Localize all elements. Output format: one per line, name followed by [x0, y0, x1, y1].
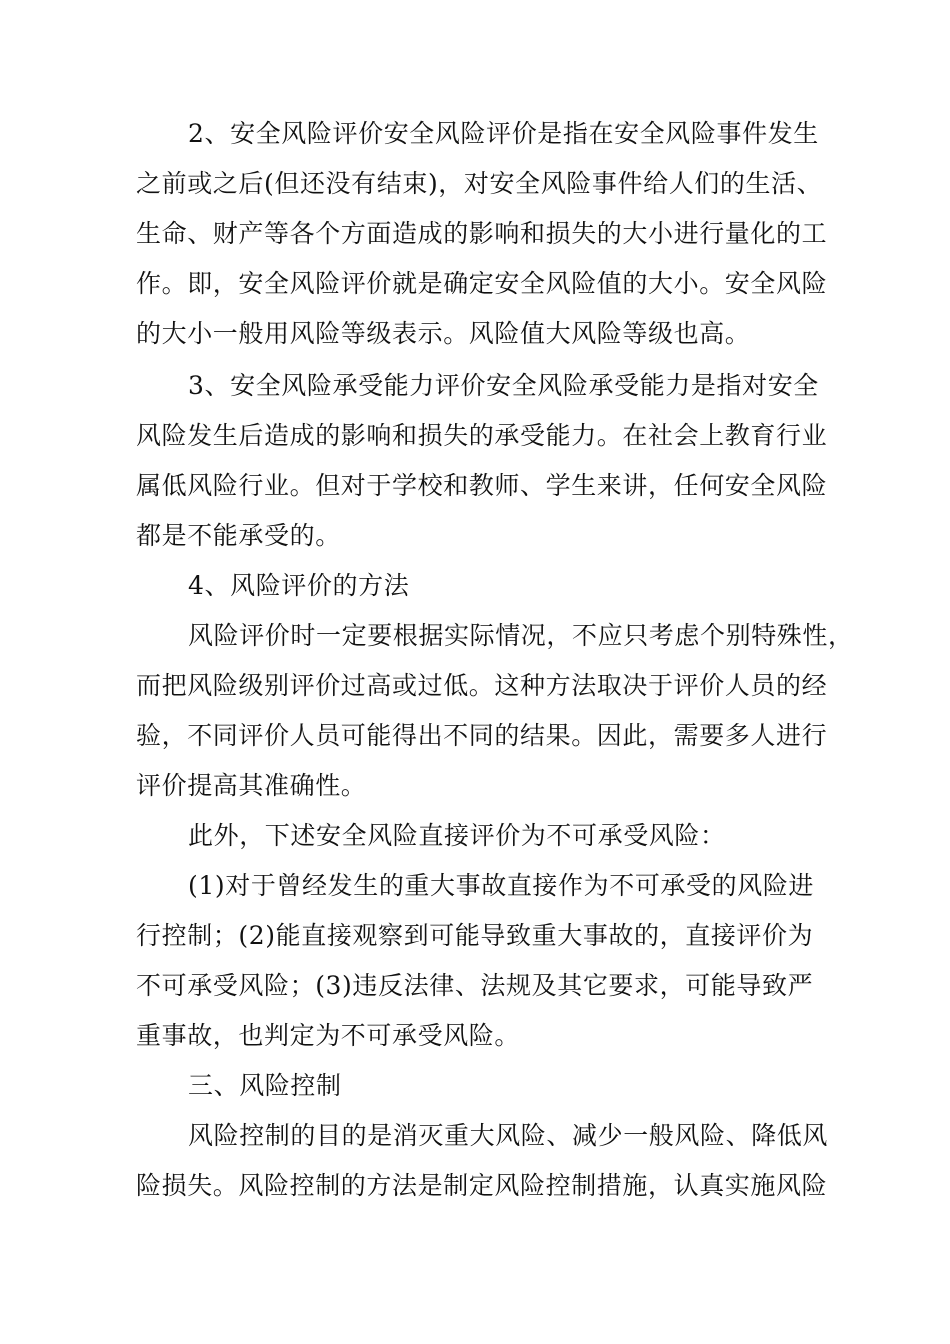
text-line: 此外，下述安全风险直接评价为不可承受风险：: [188, 821, 726, 850]
text-line: 风险评价时一定要根据实际情况，不应只考虑个别特殊性，: [188, 621, 854, 650]
text-line: 重事故，也判定为不可承受风险。: [136, 1021, 521, 1050]
text-line: 行控制；(2)能直接观察到可能导致重大事故的，直接评价为: [136, 921, 814, 950]
section-heading: 4、风险评价的方法: [188, 571, 410, 600]
text-line: 之前或之后(但还没有结束)，对安全风险事件给人们的生活、: [136, 169, 823, 198]
text-line: 评价提高其准确性。: [136, 771, 367, 800]
text-line: 验，不同评价人员可能得出不同的结果。因此，需要多人进行: [136, 721, 828, 750]
section-heading: 三、风险控制: [188, 1071, 342, 1100]
text-line: 2、安全风险评价安全风险评价是指在安全风险事件发生: [188, 119, 819, 148]
text-line: 风险发生后造成的影响和损失的承受能力。在社会上教育行业: [136, 421, 828, 450]
text-line: 生命、财产等各个方面造成的影响和损失的大小进行量化的工: [136, 219, 828, 248]
text-line: 险损失。风险控制的方法是制定风险控制措施，认真实施风险: [136, 1171, 828, 1200]
text-line: 属低风险行业。但对于学校和教师、学生来讲，任何安全风险: [136, 471, 828, 500]
text-line: 作。即，安全风险评价就是确定安全风险值的大小。安全风险: [136, 269, 828, 298]
text-line: 不可承受风险；(3)违反法律、法规及其它要求，可能导致严: [136, 971, 814, 1000]
text-line: 3、安全风险承受能力评价安全风险承受能力是指对安全: [188, 371, 819, 400]
text-line: 的大小一般用风险等级表示。风险值大风险等级也高。: [136, 319, 751, 348]
text-line: 而把风险级别评价过高或过低。这种方法取决于评价人员的经: [136, 671, 828, 700]
text-line: (1)对于曾经发生的重大事故直接作为不可承受的风险进: [188, 871, 815, 900]
text-line: 都是不能承受的。: [136, 521, 341, 550]
text-line: 风险控制的目的是消灭重大风险、减少一般风险、降低风: [188, 1121, 829, 1150]
